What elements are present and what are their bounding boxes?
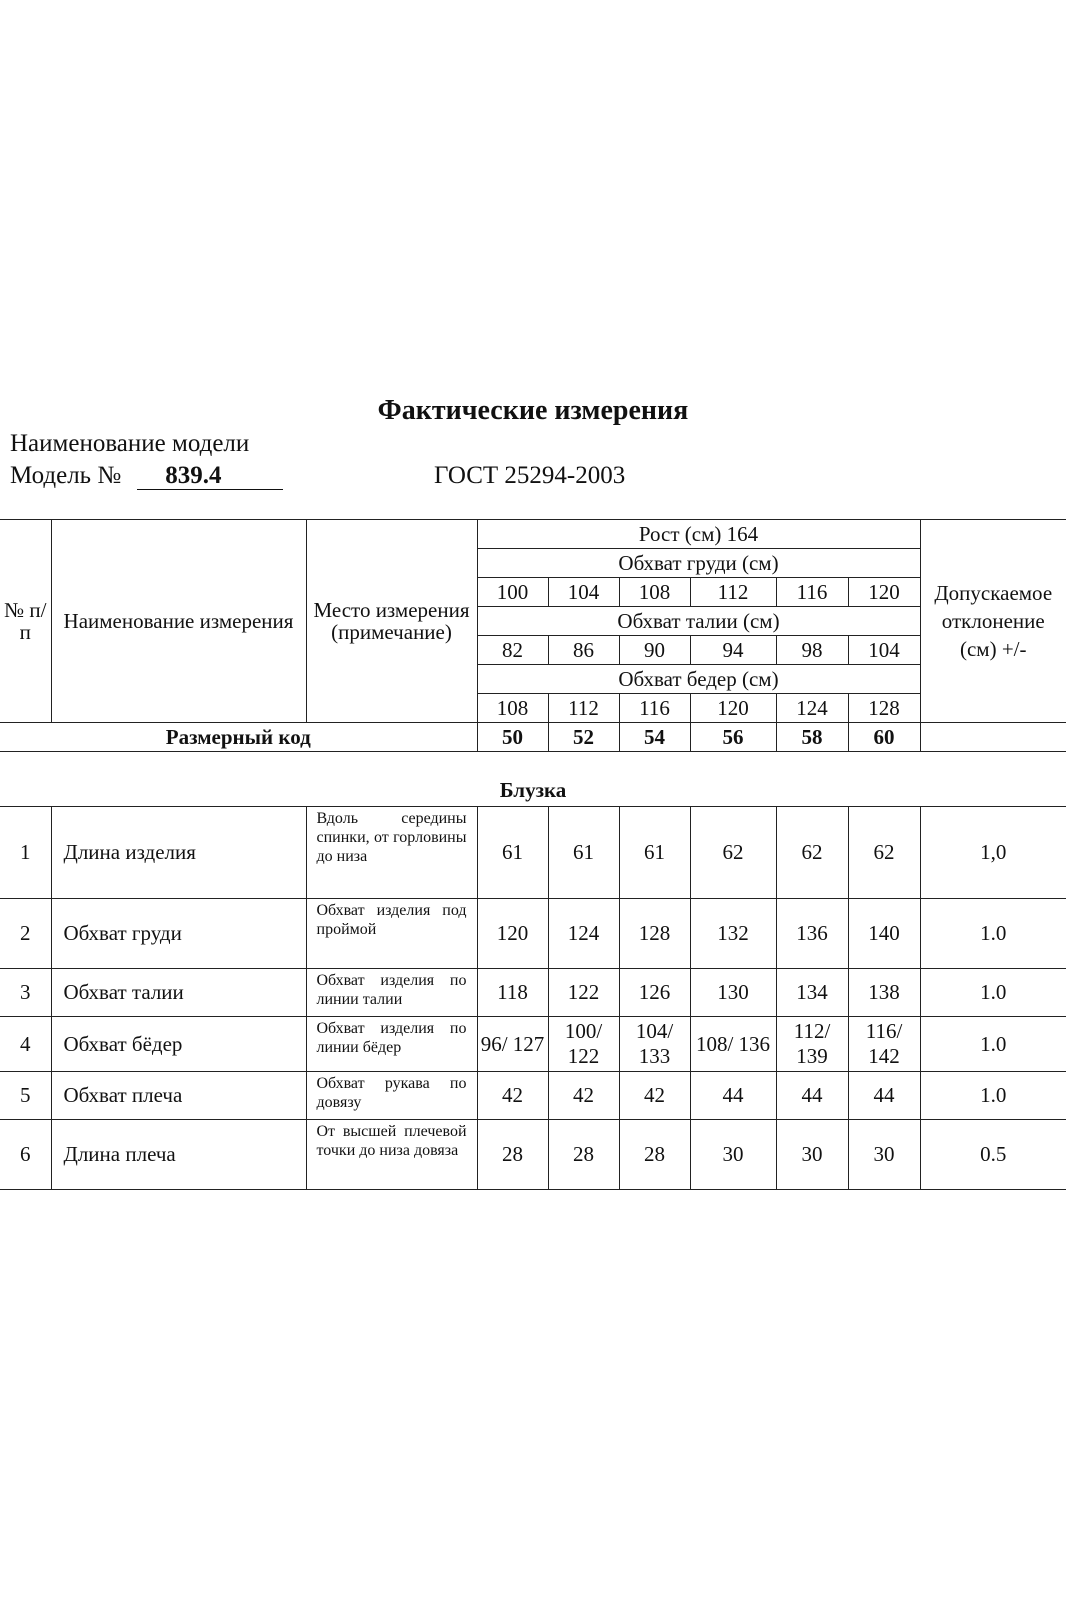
hips-value: 108 [477, 694, 548, 723]
row-value: 140 [848, 899, 920, 969]
row-value: 120 [477, 899, 548, 969]
size-code: 60 [848, 723, 920, 752]
header-table [0, 519, 1066, 752]
standard-label: ГОСТ 25294-2003 [434, 462, 626, 489]
row-value: 28 [548, 1120, 619, 1190]
row-value: 62 [848, 807, 920, 899]
row-value: 116/ 142 [848, 1017, 920, 1072]
row-tolerance: 1.0 [920, 899, 1066, 969]
row-value: 126 [619, 969, 690, 1017]
row-value: 128 [619, 899, 690, 969]
measurements-table [0, 806, 1066, 1190]
row-value: 134 [776, 969, 848, 1017]
hips-value: 112 [548, 694, 619, 723]
row-measurement-place: Вдоль середины спинки, от горловины до низа [306, 807, 477, 899]
row-number: 2 [0, 899, 51, 969]
row-number: 5 [0, 1072, 51, 1120]
table-row [0, 969, 1066, 1017]
chest-value: 120 [848, 578, 920, 607]
table-row [0, 807, 1066, 899]
row-value: 122 [548, 969, 619, 1017]
row-number: 1 [0, 807, 51, 899]
row-measurement-name: Длина плеча [51, 1120, 306, 1190]
row-value: 30 [848, 1120, 920, 1190]
row-value: 42 [548, 1072, 619, 1120]
row-value: 44 [776, 1072, 848, 1120]
header-waist-label: Обхват талии (см) [477, 607, 920, 636]
row-measurement-name: Обхват бёдер [51, 1017, 306, 1072]
row-value: 30 [690, 1120, 776, 1190]
row-measurement-place: Обхват изделия по линии бёдер [306, 1017, 477, 1072]
row-measurement-place: Обхват рукава по довязу [306, 1072, 477, 1120]
row-value: 108/ 136 [690, 1017, 776, 1072]
header-tolerance: Допускаемое отклонение (см) +/- [920, 520, 1066, 723]
chest-value: 108 [619, 578, 690, 607]
row-value: 28 [477, 1120, 548, 1190]
model-number: 839.4 [137, 463, 283, 490]
header-place: Место измерения (примечание) [306, 520, 477, 723]
row-number: 3 [0, 969, 51, 1017]
row-measurement-place: Обхват изделия по линии талии [306, 969, 477, 1017]
row-number: 6 [0, 1120, 51, 1190]
row-value: 28 [619, 1120, 690, 1190]
row-value: 130 [690, 969, 776, 1017]
waist-value: 98 [776, 636, 848, 665]
row-value: 118 [477, 969, 548, 1017]
row-measurement-place: Обхват изделия под проймой [306, 899, 477, 969]
row-value: 61 [548, 807, 619, 899]
header-hips-label: Обхват бедер (см) [477, 665, 920, 694]
table-row [0, 1120, 1066, 1190]
waist-value: 90 [619, 636, 690, 665]
waist-value: 86 [548, 636, 619, 665]
table-row [0, 1072, 1066, 1120]
size-code: 56 [690, 723, 776, 752]
header-num: № п/ п [0, 520, 51, 723]
header-name: Наименование измерения [51, 520, 306, 723]
chest-value: 112 [690, 578, 776, 607]
chest-value: 116 [776, 578, 848, 607]
size-code: 50 [477, 723, 548, 752]
row-tolerance: 1,0 [920, 807, 1066, 899]
row-tolerance: 1.0 [920, 969, 1066, 1017]
header-chest-label: Обхват груди (см) [477, 549, 920, 578]
waist-value: 82 [477, 636, 548, 665]
size-code: 58 [776, 723, 848, 752]
document-title: Фактические измерения [377, 395, 689, 426]
row-value: 136 [776, 899, 848, 969]
row-tolerance: 1.0 [920, 1072, 1066, 1120]
row-value: 42 [477, 1072, 548, 1120]
row-tolerance: 0.5 [920, 1120, 1066, 1190]
model-label: Модель № [10, 462, 122, 489]
model-name-label: Наименование модели [10, 430, 250, 457]
row-value: 138 [848, 969, 920, 1017]
row-number: 4 [0, 1017, 51, 1072]
row-measurement-name: Обхват плеча [51, 1072, 306, 1120]
hips-value: 128 [848, 694, 920, 723]
size-code: 54 [619, 723, 690, 752]
row-value: 132 [690, 899, 776, 969]
hips-value: 120 [690, 694, 776, 723]
row-value: 124 [548, 899, 619, 969]
size-code-label: Размерный код [0, 723, 477, 752]
row-measurement-name: Обхват груди [51, 899, 306, 969]
row-value: 30 [776, 1120, 848, 1190]
row-value: 96/ 127 [477, 1017, 548, 1072]
row-measurement-name: Длина изделия [51, 807, 306, 899]
row-tolerance: 1.0 [920, 1017, 1066, 1072]
waist-value: 104 [848, 636, 920, 665]
row-value: 61 [619, 807, 690, 899]
section-title: Блузка [499, 778, 567, 802]
row-value: 100/ 122 [548, 1017, 619, 1072]
chest-value: 104 [548, 578, 619, 607]
size-code: 52 [548, 723, 619, 752]
waist-value: 94 [690, 636, 776, 665]
row-measurement-name: Обхват талии [51, 969, 306, 1017]
model-line [10, 462, 283, 490]
row-value: 104/ 133 [619, 1017, 690, 1072]
row-value: 62 [776, 807, 848, 899]
header-height: Рост (см) 164 [477, 520, 920, 549]
row-value: 42 [619, 1072, 690, 1120]
table-row [0, 899, 1066, 969]
row-value: 62 [690, 807, 776, 899]
table-row [0, 1017, 1066, 1072]
size-code-tolerance-empty [920, 723, 1066, 752]
row-value: 61 [477, 807, 548, 899]
hips-value: 116 [619, 694, 690, 723]
hips-value: 124 [776, 694, 848, 723]
chest-value: 100 [477, 578, 548, 607]
row-measurement-place: От высшей плечевой точки до низа довяза [306, 1120, 477, 1190]
row-value: 44 [848, 1072, 920, 1120]
row-value: 44 [690, 1072, 776, 1120]
row-value: 112/ 139 [776, 1017, 848, 1072]
